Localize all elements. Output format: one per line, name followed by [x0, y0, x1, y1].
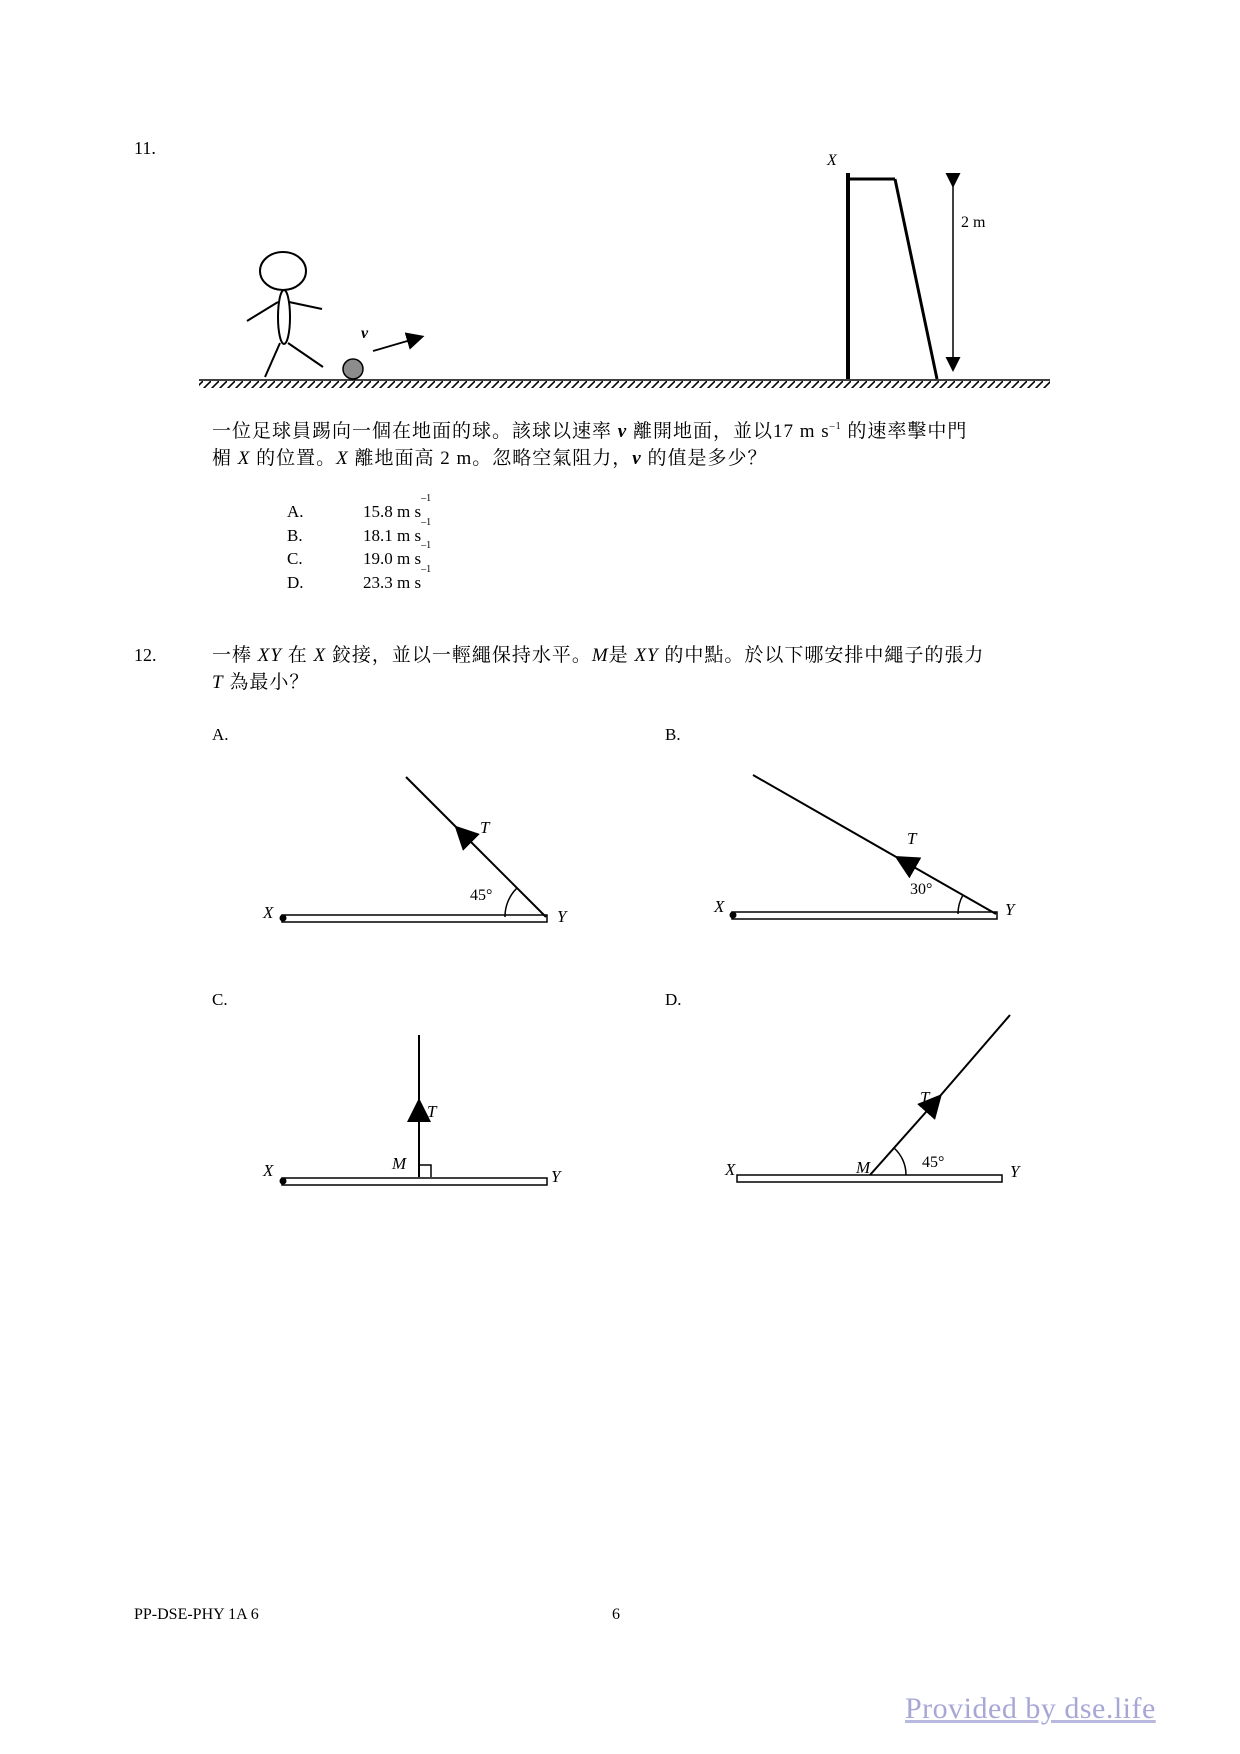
- question-12-number: 12.: [134, 645, 157, 665]
- option-c-label[interactable]: C.: [212, 990, 228, 1009]
- velocity-label: v: [361, 325, 369, 342]
- question-12-stem: 一棒 XY 在 X 鉸接，並以一輕繩保持水平。M是 XY 的中點。於以下哪安排中繩子的張力 T 為最小？: [212, 645, 985, 693]
- end-x-label: X: [263, 1161, 274, 1180]
- tension-label: T: [480, 818, 490, 837]
- football: [343, 359, 363, 379]
- angle-label: 30°: [910, 881, 933, 898]
- credit-link[interactable]: Provided by dse.life: [905, 1692, 1156, 1725]
- option-b-label[interactable]: B.: [665, 725, 681, 744]
- end-y-label: Y: [557, 907, 567, 926]
- diagram-d: [710, 1020, 1030, 1190]
- end-x-label: X: [725, 1160, 736, 1179]
- end-y-label: Y: [1005, 900, 1015, 919]
- option-d-label[interactable]: D.: [665, 990, 682, 1009]
- option-c[interactable]: C. 19.0 m s $^{-1}$: [287, 540, 432, 568]
- question-11-number: 11.: [134, 138, 156, 158]
- option-a-label[interactable]: A.: [212, 725, 229, 744]
- end-x-label: X: [263, 903, 274, 922]
- option-d[interactable]: D. 23.3 m s $^{-1}$: [287, 563, 432, 592]
- page-number: 6: [612, 1606, 620, 1623]
- tension-label: T: [920, 1088, 930, 1107]
- height-arrow: [953, 185, 986, 369]
- height-label: 2 m: [961, 214, 986, 231]
- paper-code: PP-DSE-PHY 1A 6: [134, 1606, 259, 1623]
- end-y-label: Y: [551, 1167, 561, 1186]
- angle-label: 45°: [922, 1154, 945, 1171]
- option-b[interactable]: B. 18.1 m s $^{-1}$: [287, 516, 432, 545]
- diagram-b: [705, 755, 1025, 935]
- question-11-stem: 一位足球員踢向一個在地面的球。該球以速率 v 離開地面，並以17 m $s^{-1}$ 的速率擊中門 楣 X 的位置。X 離地面高 2 m。忽略空氣阻力，v 的值是多少？: [212, 420, 968, 469]
- question-11-figure: [195, 152, 1075, 395]
- velocity-arrow: [361, 325, 421, 351]
- ground: [199, 380, 1050, 388]
- diagram-a: [255, 760, 595, 935]
- midpoint-label: M: [392, 1154, 407, 1173]
- tension-label: T: [427, 1102, 437, 1121]
- midpoint-label: M: [856, 1158, 871, 1177]
- end-y-label: Y: [1010, 1162, 1020, 1181]
- crossbar-point-label: X: [827, 152, 837, 169]
- option-a[interactable]: A. 15.8 m s $^{-1}$: [287, 493, 432, 521]
- question-11-options: [287, 493, 432, 594]
- football-player-figure: [247, 252, 323, 377]
- goal-post: [826, 152, 937, 379]
- end-x-label: X: [714, 897, 725, 916]
- tension-label: T: [907, 829, 917, 848]
- angle-label: 45°: [470, 887, 493, 904]
- diagram-c: [255, 1020, 595, 1195]
